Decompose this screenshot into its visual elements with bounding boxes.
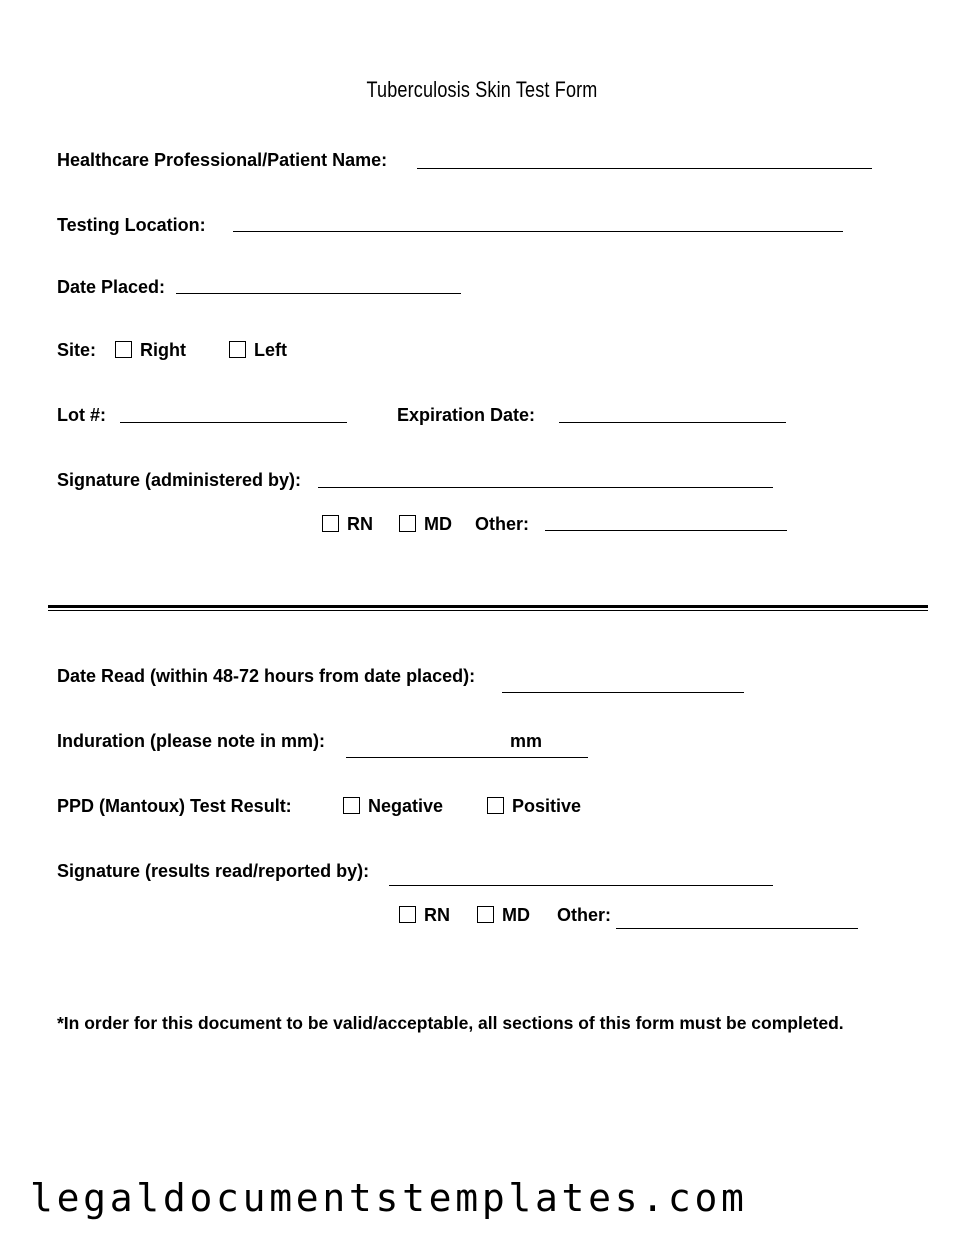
read-other-field[interactable] bbox=[616, 928, 858, 929]
administered-other-label: Other: bbox=[475, 514, 529, 534]
signature-administered-label: Signature (administered by): bbox=[57, 470, 302, 490]
result-positive-checkbox[interactable] bbox=[487, 797, 504, 814]
administered-md-checkbox[interactable] bbox=[399, 515, 416, 532]
form-title: Tuberculosis Skin Test Form bbox=[366, 77, 598, 102]
induration-label: Induration (please note in mm): bbox=[57, 731, 326, 751]
patient-name-label: Healthcare Professional/Patient Name: bbox=[57, 150, 388, 170]
patient-name-field[interactable] bbox=[417, 168, 872, 169]
testing-location-field[interactable] bbox=[233, 231, 843, 232]
administered-md-label: MD bbox=[424, 514, 452, 534]
testing-location-label: Testing Location: bbox=[57, 215, 206, 235]
signature-read-field[interactable] bbox=[389, 885, 773, 886]
completion-footnote: *In order for this document to be valid/acceptable, all sections of this form must be completed. bbox=[57, 1013, 844, 1033]
site-left-label: Left bbox=[254, 340, 287, 360]
result-positive-label: Positive bbox=[512, 796, 582, 816]
expiration-date-field[interactable] bbox=[559, 422, 786, 423]
signature-administered-field[interactable] bbox=[318, 487, 773, 488]
date-placed-field[interactable] bbox=[176, 293, 461, 294]
read-md-label: MD bbox=[502, 905, 530, 925]
result-negative-label: Negative bbox=[368, 796, 444, 816]
date-read-field[interactable] bbox=[502, 692, 744, 693]
lot-number-label: Lot #: bbox=[57, 405, 106, 425]
read-rn-checkbox[interactable] bbox=[399, 906, 416, 923]
site-right-checkbox[interactable] bbox=[115, 341, 132, 358]
result-negative-checkbox[interactable] bbox=[343, 797, 360, 814]
induration-unit: mm bbox=[510, 731, 543, 751]
administered-rn-label: RN bbox=[347, 514, 373, 534]
section-divider-thick bbox=[48, 605, 928, 608]
date-placed-label: Date Placed: bbox=[57, 277, 166, 297]
read-rn-label: RN bbox=[424, 905, 450, 925]
section-divider-thin bbox=[48, 610, 928, 611]
expiration-date-label: Expiration Date: bbox=[397, 405, 536, 425]
read-other-label: Other: bbox=[557, 905, 611, 925]
induration-field[interactable] bbox=[346, 757, 588, 758]
site-label: Site: bbox=[57, 340, 97, 360]
read-md-checkbox[interactable] bbox=[477, 906, 494, 923]
administered-rn-checkbox[interactable] bbox=[322, 515, 339, 532]
date-read-label: Date Read (within 48-72 hours from date placed): bbox=[57, 666, 476, 686]
site-left-checkbox[interactable] bbox=[229, 341, 246, 358]
site-watermark: legaldocumentstemplates.com bbox=[30, 1176, 748, 1220]
test-result-label: PPD (Mantoux) Test Result: bbox=[57, 796, 292, 816]
administered-other-field[interactable] bbox=[545, 530, 787, 531]
signature-read-label: Signature (results read/reported by): bbox=[57, 861, 370, 881]
site-right-label: Right bbox=[140, 340, 186, 360]
lot-number-field[interactable] bbox=[120, 422, 347, 423]
